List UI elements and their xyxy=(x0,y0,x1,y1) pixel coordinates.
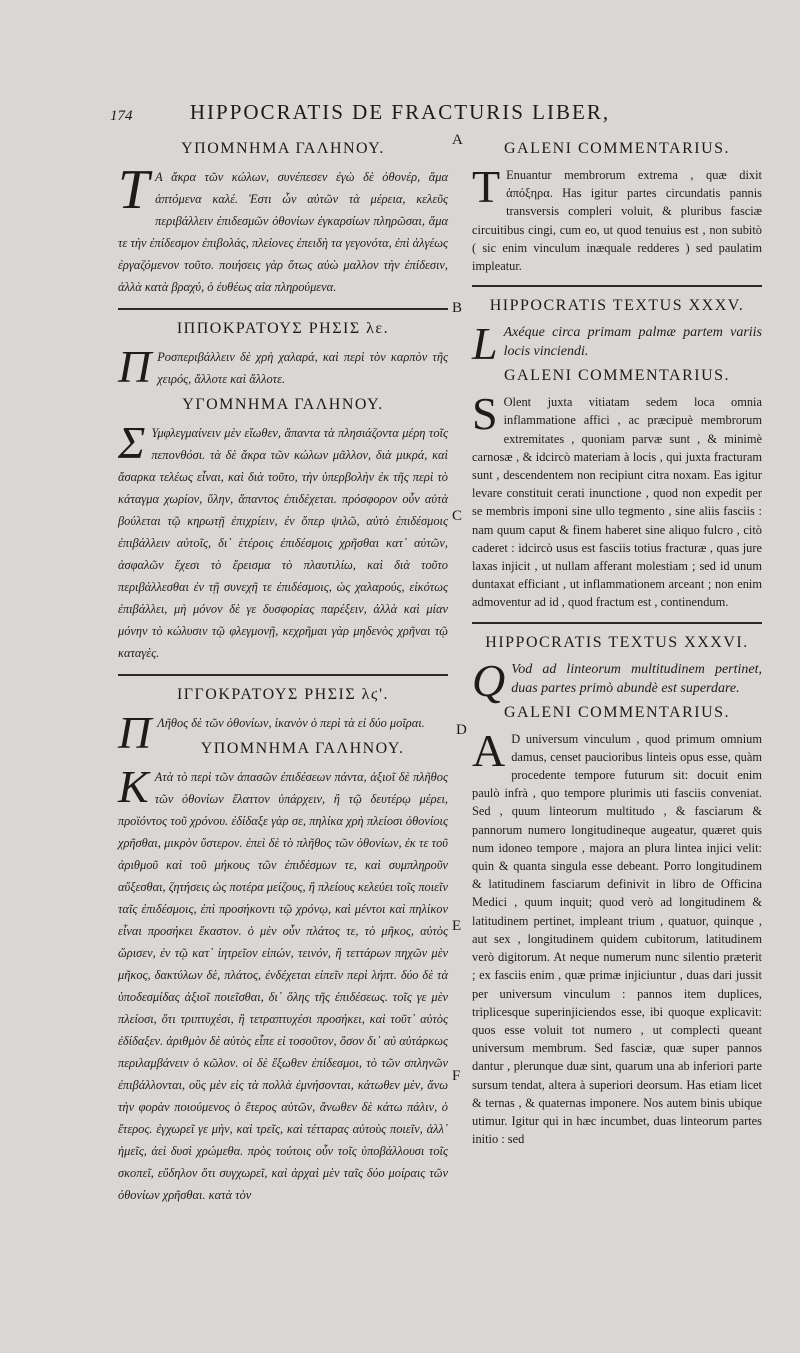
drop-initial: Q xyxy=(472,654,506,706)
latin-commentary-2 xyxy=(472,367,762,611)
section-rule xyxy=(118,674,448,676)
page-number: 174 xyxy=(110,108,133,124)
drop-initial: S xyxy=(472,388,498,440)
drop-initial: Σ xyxy=(118,417,146,468)
section-heading: HIPPOCRATIS TEXTUS XXXVI. xyxy=(485,633,749,651)
hippocrates-text-36-latin xyxy=(472,633,762,706)
drop-initial: Π xyxy=(118,707,152,758)
hippocrates-text-35-latin xyxy=(472,297,762,370)
section-rule xyxy=(118,308,448,310)
section-text: Ατὰ τὸ περὶ τῶν ἁπασῶν ἐπιδέσεων πάντα, ἀξιοῖ δὲ πλῆθος τῶν ὀθονίων ἔλαττον ὑπάρχειν, ἢ τῷ δευτέρῳ μέρει, προϊόντος τοῦ χρόνου. ἐδίδαξε γὰρ σε, πηλίκα χρὴ πλείοσι ὀθονίοις χρῆσθαι, μικρὸν ὕστερον. ἐπεὶ δὲ τὸ πλῆθος τῶν ὀθονίων, ἐκ τε τοῦ ἀριθμοῦ καὶ τοῦ μήκους τῶν ἐπιδέσμων τε, καὶ συμπληροῦν αὔξεσθαι, ζητήσεις ὡς ποτέρα μείζους, ἢ πλείους κελεύει τοῖς ποιεῖν ταῖς ἐπιδέσμοις, ἐπὶ προσήκοντι τῷ χρόνῳ, καὶ μέντοι καὶ πηλίκον εἶναι προσήκει ἕκαστον. ὁ μὲν οὖν πλάτος τε, τὸ μῆκος, αὐτὸς ὥρισεν, ἐν τῷ κατ᾽ ἰητρεῖον εἰπών, τεινόν, ἢ τεττάρων πηχῶν μὲν μῆκος, δακτύλων δὲ, πλάτος, ἐνδέχεται εἰπεῖν περὶ λήπτ. δύο δὲ τὰ ὑποδεσμίδας ἀξιοῖ ποιεῖσθαι, δι᾽ ὅλης τῆς ἐπιδέσεως. τοῖς γε μὲν πλείοσι, ὅτι τριπτυχέσι, ἢ τετραπτυχέσι προσήκει, καὶ τοῦτ᾽ αὐτὸς ἐδίδαξεν. ἀριθμὸν δὲ αὐτὸς εἶπε εἰ τοσοῦτον, ὅσον δι᾽ αὐ αὐτάρκως περιλαμβάνειν ὁ κῶλον. οἱ δὲ ἔξωθεν ἐπίδεσμοι, τὸ τῶν σπληνῶν ἐπιβάλλονται, οὓς μὲν εἰς τὰ πολλὰ ἐμνήσονται, κάτωθεν μὲν, ἄνω τὴν φορὰν ποιούμενος ὁ ἕτερος αὐτῶν, ἄνωθεν δὲ κάτω πάλιν, ὁ ἕτερος. ἐγχωρεῖ γε μὴν, καὶ τρεῖς, καὶ τέτταρας αὐτοὺς ποιεῖν, ἀλλ᾽ ἡμεῖς, ἀεὶ δυσὶ χρώμεθα. πρὸς τούτοις οὖν τοῖς ὑποβάλλουσι τοῖς σκοπεῖ, εὔδηλον ὅτι συγχωρεῖ, καὶ ἀρχαὶ μὲν ταῖς δύο μοίραις τῶν ὀθονίων χρῆσθαι. κατὰ τὸν xyxy=(118,770,448,1202)
latin-column xyxy=(472,140,762,1154)
margin-letter-f: F xyxy=(452,1068,461,1084)
greek-commentary-2 xyxy=(118,396,448,664)
section-number: λε. xyxy=(366,320,390,337)
section-text: Olent juxta vitiatam sedem loca omnia inflammatione affici , ac præcipuè membrorum extremitates , quoniam parvæ sunt , & minimè carnosæ , & idcircò materiam à locis , qui juxta fracturam sunt , descendentem non recipiunt citra noxam. Eas igitur levare constituit cerati inunctione , quod non expedit per se membris imponi sine ullo tegmento , sine aliis fasciis : nam quum caput & finem haberet sine aliquo fulcro , citò caderet : idcircò usus est fasciis totius fracturæ , quas jure laxas injicit , ut nullam afferant molestiam ; sed id unum duntaxat efficiant , ut inflammationem arceant ; non enim admoventur ad id , quod fractum est , continendum. xyxy=(472,395,762,610)
section-heading: ΥΠΟΜΝΗΜΑ ΓΑΛΗΝΟΥ. xyxy=(181,140,385,157)
section-heading: GALENI COMMENTARIUS. xyxy=(503,140,731,157)
section-rule xyxy=(472,285,762,287)
section-heading: ΥΠΟΜΝΗΜΑ ΓΑΛΗΝΟΥ. xyxy=(200,740,405,757)
section-heading: GALENI COMMENTARIUS. xyxy=(503,367,731,385)
section-text: Υμφλεγμαίνειν μὲν εἴωθεν, ἅπαντα τὰ πλησιάζοντα μέρη τοῖς πεπονθόσι. τὰ δὲ ἄκρα τῶν κώλων μᾶλλον, διὰ μικρά, καὶ ἄσαρκα τελέως εἶναι, καὶ διὰ τοῦτο, τὴν ὑπερβολὴν ἐκ τῆς περὶ τὸ κάταγμα χωρίον, ὕλην, ἅπαντος ἐπιδέχεται. πρόσφορον οὖν αὐτὰ βούλεται τῷ κηρωτῇ ἐπιχρίειν, ἐν ὅπερ ψιλῶ, αὐτὸ ἐπιδέσμοις ἐπιβάλλειν αὐτοῖς, δι᾽ ἑτέροις ἐπιδέσμοις χρῆσθαι κατ᾽ αὐτῶν, ἀσφαλῶν ἔχεσι τὸ ἔρεισμα τὸ πλαυτιλίω, καὶ διὰ τοῦτο περιβάλλεσθαι ἐν τῇ συνεχῆ τε ἐπιδέσμοις, ὡς χαλαρούς, εἰκότως ἐπιβάλλει, μὴ μόνον δὲ γε δυσφορίας παρέξειν, ἀλλὰ καὶ μίαν μόνην τὸ κώλυσιν τῷ φλεγμονῇ, κεχρῆμαι γὰρ μηδενὸς χρῆναι τῷ καταγὲς. xyxy=(118,426,448,660)
latin-commentary-3 xyxy=(472,704,762,1149)
drop-initial: Π xyxy=(118,341,152,392)
section-text: Vod ad linteorum multitudinem pertinet, duas partes primò abundè est superdare. xyxy=(511,661,762,696)
section-rule xyxy=(472,622,762,624)
section-text: D universum vinculum , quod primum omnium damus, censet paucioribus linteis opus esse, quàm procedente tempore futurum sit: docuit enim paulò infrà , quo tempore plurimis uti fasciis conveniat. Sed , quum linteorum multitudo , & fasciarum & pannorum numero longitudineque augeatur, quæret quis num idoneo tempore , majora an plura lintea injici velit: quin & quanta singula esse debeant. Porro longitudinem & latitudinem fasciarum definivit in libro de Officina Medici , quum inquit; quod verò ad longitudinem & latitudinem pertinet, impleant trium , quatuor, quinque , aut sex , longitudinem quidem cubitorum, latitudinem verò digitorum. At neque numerum nunc silentio præterit ; ex fasciis enim , quæ primæ injiciuntur , duas dari jussit per universum vinculum : pannos item duplices, triplicesque superinjiciendos esse, ibi quoque explicavit: quos esse voluit tot numero , ut complecti queant universum membrum. Sed fasciæ, quæ super pannos dantur , plerunque duæ sint, quarum una ab inferiori parte sursum tendat, altera à superiori deorsum. Has etiam licet & ternas , & quaternas imponere. Nos autem binis ubique utimur. Igitur qui in hæc incumbet, duas linteorum partes initio : sed xyxy=(472,731,762,1147)
section-text: Α ἄκρα τῶν κώλων, συνέπεσεν ἐγὼ δὲ ὀθονέρ, ἅμα ἁπτόμενα καλέ. Ἐστι ὧν αὐτῶν τὰ μέρεια, κελεῦς περιβάλλειν ἐπιδεσμῶν ὀθονίων ἐγκαρσίων πληρῶσαι, ἅμα τε τὴν ἐπίδεσμον ἐπιβολάς, πλείονες ἐπειδὴ τα γεγονότα, ἐπὶ ἀλγέως ἐργαζόμενον τοῦτο. ποιήσεις γὰρ ὅτως αὐὼ μαλλον τὴν ἐπίδεσιν, ἀλλὰ κατὰ βραχύ, ὁ ἐυθέως αἰα πληρούμενα. xyxy=(118,170,448,294)
margin-letter-e: E xyxy=(452,918,462,934)
drop-initial: Τ xyxy=(118,159,150,221)
margin-letter-c: C xyxy=(452,508,463,524)
margin-letter-a: A xyxy=(452,132,463,148)
drop-initial: L xyxy=(472,318,498,370)
section-heading: ΙΓΓΟΚΡΑΤΟΥΣ ΡΗΣΙΣ xyxy=(176,686,357,703)
section-text: Axéque circa primam palmæ partem variis locis vinciendi. xyxy=(503,325,762,360)
greek-commentary-3 xyxy=(118,740,448,1206)
margin-letter-b: B xyxy=(452,300,463,316)
greek-column xyxy=(118,140,448,1212)
drop-initial: Κ xyxy=(118,761,149,812)
section-heading: GALENI COMMENTARIUS. xyxy=(503,703,731,721)
section-heading: ΥΓΟΜΝΗΜΑ ΓΑΛΗΝΟΥ. xyxy=(182,396,384,413)
margin-letter-d: D xyxy=(456,722,467,738)
section-heading: ΙΠΠΟΚΡΑΤΟΥΣ ΡΗΣΙΣ xyxy=(176,320,361,337)
section-text: Λῆθος δὲ τῶν ὀθονίων, ἱκανὸν ὁ περὶ τὰ εἰ δύο μοῖραι. xyxy=(157,716,425,730)
section-text: Ροσπεριβάλλειν δὲ χρὴ χαλαρά, καὶ περὶ τὸν καρπὸν τῆς χειρός, ἄλλοτε καὶ ἄλλοτε. xyxy=(157,350,448,386)
latin-commentary-1 xyxy=(472,140,762,275)
running-head: HIPPOCRATIS DE FRACTURIS LIBER, xyxy=(189,100,611,124)
drop-initial: T xyxy=(472,161,501,212)
hippocrates-text-35-greek xyxy=(118,320,448,390)
drop-initial: A xyxy=(472,724,506,776)
section-heading: HIPPOCRATIS TEXTUS XXXV. xyxy=(489,297,745,315)
section-text: Enuantur membrorum extrema , quæ dixit ἀπόξηρα. Has igitur partes circundatis pannis transversis compleri voluit, & pluribus fasciæ circuitibus cingi, cum eo, ut quod tenuius est , non subitò ( sic enim vinculum inæquale redderes ) sed paulatim impleatur. xyxy=(472,168,762,274)
section-number: λϛ'. xyxy=(361,686,390,703)
greek-commentary-1 xyxy=(118,140,448,298)
